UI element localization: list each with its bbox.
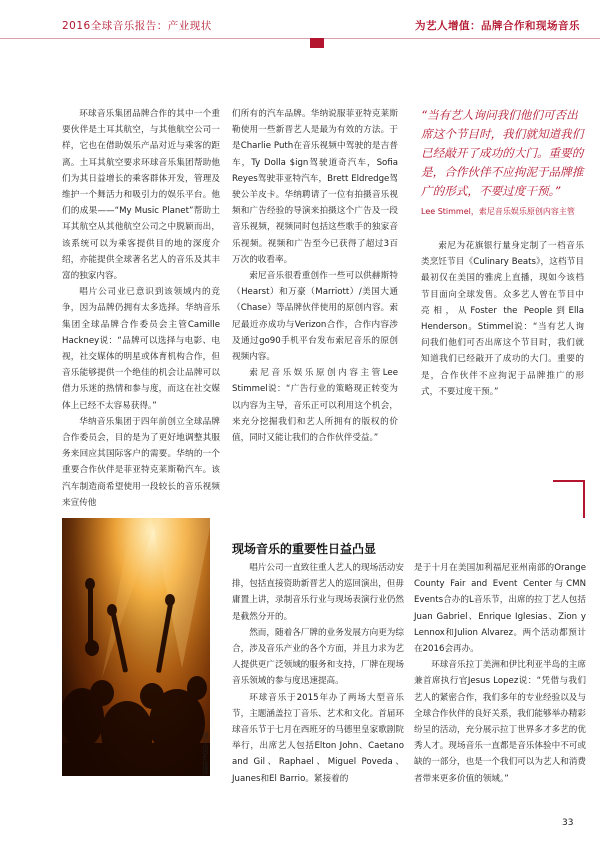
page-number: 33 [562, 818, 574, 828]
paragraph: 索尼为花旗银行量身定制了一档音乐类烹饪节目《Culinary Beats》，这档节目最初仅在美国的雅虎上直播，现如今该档节目面向全球发售。众多艺人曾在节目中亮相，从Foster the People到Ella Henderson。Stimmel说：“当有艺人询问我们他们可否出席这个节目时，我们就知道我们已经敲开了成功的大门。重要的是，合作伙伴不应拘泥于品牌推广的形式，不要过度干预。” [421, 241, 584, 397]
paragraph: 然而，随着各厂牌的业务发展方向更为综合，涉及音乐产业的各个方面，并且力求为艺人提供更广泛领域的服务和支持，厂牌在现场音乐领域的参与度迅速提高。 [232, 627, 404, 687]
paragraph: 们所有的汽车品牌。华纳说服菲亚特克莱斯勒使用一些新晋艺人是最为有效的方法。于是Charlie Puth在音乐视频中驾驶的是吉普车，Ty Dolla $ign驾驶道奇汽车，Sofia Reyes驾驶菲亚特汽车，Brett Eldredge驾驶公羊皮卡。华纳聘请了一位有拍摄音乐视频和广告经验的导演来拍摄这个广告及一段音乐视频，视频同时包括这些歌手的独家音乐视频。视频和广告至今已获得了超过3百万次的收看率。 [232, 109, 398, 265]
body-column-1 [62, 106, 220, 511]
pull-quote: “当有艺人询问我们他们可否出席这个节目时，我们就知道我们已经敲开了成功的大门。重要的是，合作伙伴不应拘泥于品牌推广的形式，不要过度干预。” [421, 108, 584, 198]
body-column-5 [414, 560, 586, 787]
section-frame-top [553, 480, 585, 482]
body-column-4 [232, 560, 404, 787]
paragraph: 环球音乐于2015年办了两场大型音乐节，主题涵盖拉丁音乐、艺术和文化。首届环球音乐节于七月在西班牙的马德里皇家歌剧院举行，出席艺人包括Elton John、Caetano and Gil、Raphael、Miguel Poveda、Juanes和El Barrio。紧接着的 [232, 692, 404, 784]
header-report-title: 2016全球音乐报告：产业现状 [62, 20, 212, 32]
paragraph: 唱片公司业已意识到该领域内的竞争，因为品牌仍拥有太多选择。华纳音乐集团全球品牌合作委员会主管Camille Hackney说：“品牌可以选择与电影、电视，社交媒体的明星或体育机构合作，但音乐能够提供一个绝佳的机会让品牌可以借力乐迷的热情和参与度，而这在社交媒体上已经不太容易获得。” [62, 287, 220, 411]
page-header [0, 0, 600, 42]
paragraph: 环球音乐拉丁美洲和伊比利亚半岛的主席兼首席执行官Jesus Lopez说：“凭借与我们艺人的紧密合作，我们多年的专业经验以及与全球合作伙伴的良好关系，我们能够举办精彩纷呈的活动，充分展示拉丁世界多才多艺的优秀人才。现场音乐一直都是音乐体验中不可或缺的一部分，也是一个我们可以为艺人和消费者带来更多价值的领域。” [414, 660, 586, 784]
photo-credit: 图片由Ooci提供 [201, 732, 208, 776]
paragraph: 索尼音乐娱乐原创内容主管Lee Stimmel说：“广告行业的策略现正转变为以内容为主导，音乐正可以利用这个机会，来充分挖掘我们和艺人所拥有的版权的价值，同时又能让我们的合作伙伴受益。” [232, 368, 398, 444]
header-accent-block [310, 38, 324, 48]
paragraph: 是于十月在美国加利福尼亚州南部的Orange County Fair and Event Center与CMN Events合办的L音乐节，出席的拉丁艺人包括Juan Gabriel、Enrique Iglesias、Zion y Lennox和Julion Alvarez。两个活动都预计在2016会再办。 [414, 563, 586, 655]
body-column-3 [421, 238, 584, 400]
header-divider [0, 38, 600, 39]
section-frame-right [583, 480, 585, 518]
paragraph: 华纳音乐集团于四年前创立全球品牌合作委员会，目的是为了更好地调整其服务来回应其国际客户的需要。华纳的一个重要合作伙伴是菲亚特克莱斯勒汽车。该汽车制造商希望使用一段较长的音乐视频来宣传他 [62, 416, 220, 508]
section-heading: 现场音乐的重要性日益凸显 [232, 542, 377, 556]
pull-quote-attribution: Lee Stimmel，索尼音乐娱乐原创内容主管 [421, 207, 575, 216]
paragraph: 唱片公司一直致往重人艺人的现场活动安排，包括直接资助新晋艺人的巡回演出，但毋庸置上讲，录制音乐行业与现场表演行业仍然是截然分开的。 [232, 563, 404, 622]
concert-photo [62, 518, 210, 776]
paragraph: 索尼音乐很看重创作一些可以供赫斯特（Hearst）和万豪（Marriott）/美国大通（Chase）等品牌伙伴使用的原创内容。索尼最近亦成功与Verizon合作，合作内容涉及通过go90手机平台发布索尼音乐的原创视频内容。 [232, 271, 398, 363]
header-section-title: 为艺人增值：品牌合作和现场音乐 [415, 20, 580, 32]
paragraph: 环球音乐集团品牌合作的其中一个重要伙伴是土耳其航空，与其他航空公司一样，它也在借助娱乐产品对近与乘客的距离。土耳其航空要求环球音乐集团帮助他们为其日益增长的乘客群体开发，管理及维护一个舞活力和吸引力的娱乐平台。他们的成果——“My Music Planet”帮助土耳其航空从其他航空公司之中脱颖而出，该系统可以为乘客提供目的地的深度介绍，亦能提供全球著名艺人的音乐及其丰富的独家内容。 [62, 109, 220, 282]
concert-crowd-illustration [62, 518, 210, 776]
body-column-2 [232, 106, 398, 446]
